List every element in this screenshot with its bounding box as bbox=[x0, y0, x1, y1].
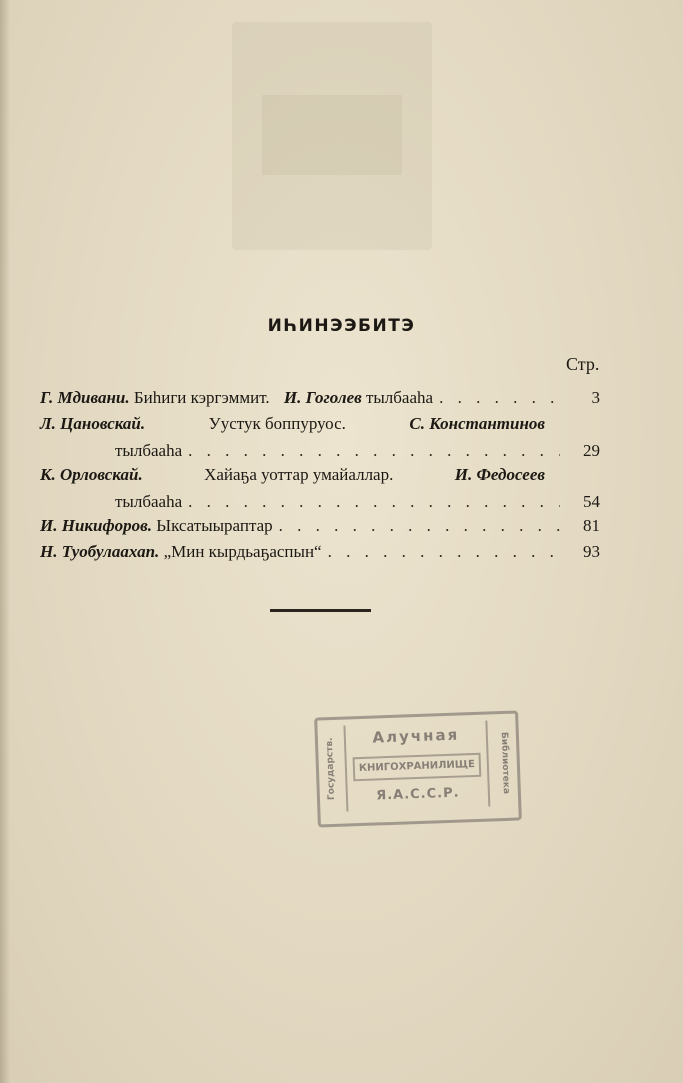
toc-entry-line bbox=[40, 492, 600, 519]
toc-page-number: 29 bbox=[583, 441, 600, 460]
toc-entry-line bbox=[40, 441, 600, 468]
page-column-label: Стр. bbox=[566, 354, 600, 374]
toc-entry-line bbox=[40, 388, 600, 415]
toc-dot-leader bbox=[188, 441, 560, 461]
toc-page-number: 81 bbox=[583, 516, 600, 535]
toc-dot-leader bbox=[279, 516, 560, 536]
stamp-bottom-text: Я.А.С.С.Р. bbox=[375, 785, 460, 804]
stamp-side-text: Государств. bbox=[324, 737, 338, 801]
toc-entry bbox=[40, 388, 600, 415]
toc-page-number: 93 bbox=[583, 542, 600, 561]
toc-title: Уустук боппуруос. bbox=[208, 414, 346, 433]
toc-translator-suffix: тылбааһа bbox=[115, 492, 183, 511]
toc-author: Г. Мдивани. bbox=[40, 388, 130, 407]
toc-title: „Мин кырдьаҕаспын“ bbox=[163, 542, 322, 561]
toc-translator-suffix: тылбааһа bbox=[365, 388, 434, 407]
toc-dot-leader bbox=[188, 492, 560, 512]
stamp-center bbox=[343, 721, 490, 812]
toc-entry bbox=[40, 542, 600, 569]
toc-author: Л. Цановскай. bbox=[40, 414, 146, 433]
toc-entry-line bbox=[40, 542, 600, 569]
page-edge-shadow bbox=[0, 0, 10, 1083]
toc-page-number: 3 bbox=[591, 388, 600, 407]
stamp-middle-text: КНИГОХРАНИЛИЩЕ bbox=[353, 753, 482, 781]
toc-title: Биһиги кэргэммит. bbox=[133, 388, 270, 407]
section-divider bbox=[270, 609, 371, 612]
toc-translator-suffix: тылбааһа bbox=[115, 441, 183, 460]
toc-page-number: 54 bbox=[583, 492, 600, 511]
toc-entry-line bbox=[40, 465, 600, 492]
toc-author: К. Орловскай. bbox=[40, 465, 143, 484]
toc-author: Н. Туобулаахап. bbox=[40, 542, 160, 561]
stamp-side-text: Библиотека bbox=[498, 731, 511, 795]
stamp-top-text: Алучная bbox=[372, 725, 460, 747]
toc-dot-leader bbox=[439, 388, 560, 408]
toc-entry bbox=[40, 516, 600, 543]
toc-author: И. Никифоров. bbox=[40, 516, 152, 535]
toc-translator: И. Федосеев bbox=[454, 465, 545, 484]
toc-entry-line bbox=[40, 414, 600, 441]
toc-entry bbox=[40, 465, 600, 519]
toc-title: Хайаҕа уоттар умайаллар. bbox=[204, 465, 394, 484]
contents-heading: ИҺИНЭЭБИТЭ bbox=[267, 316, 416, 336]
toc-translator: С. Константинов bbox=[409, 414, 545, 433]
bleed-through-shadow-inner bbox=[262, 95, 402, 175]
library-stamp bbox=[314, 710, 522, 827]
toc-dot-leader bbox=[328, 542, 560, 562]
toc-entry-line bbox=[40, 516, 600, 543]
toc-translator: И. Гоголев bbox=[283, 388, 362, 407]
toc-entry bbox=[40, 414, 600, 468]
toc-title: Ыксатыыраптар bbox=[156, 516, 273, 535]
